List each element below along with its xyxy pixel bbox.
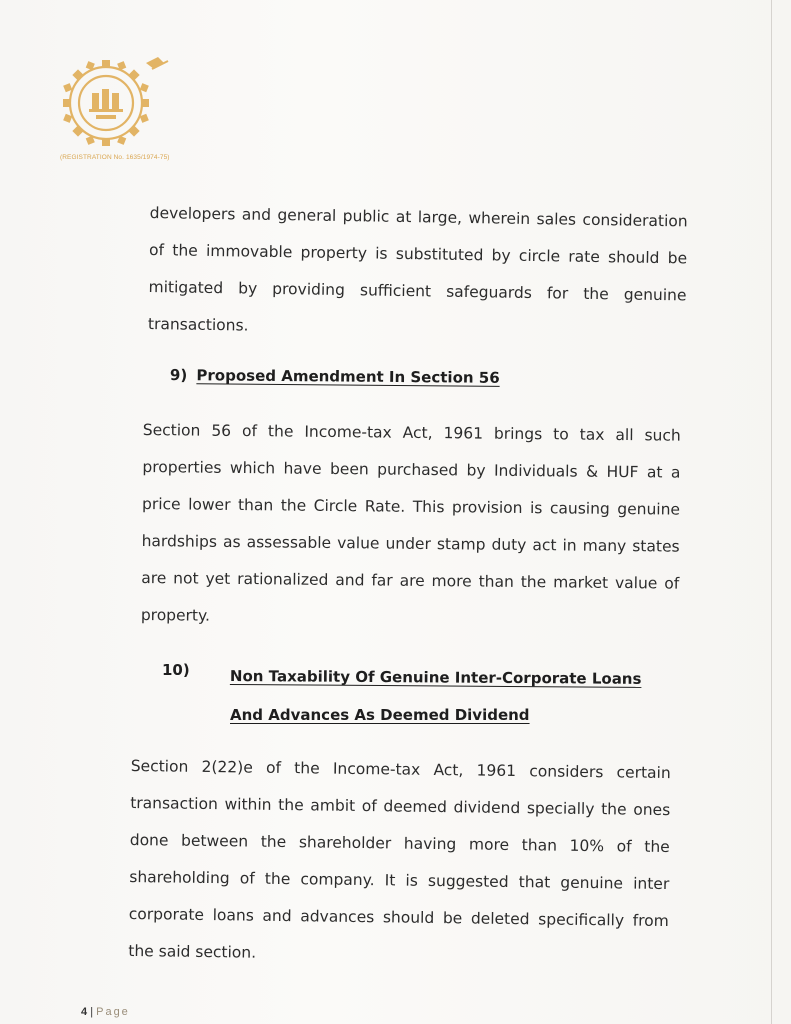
section-9-body: Section 56 of the Income-tax Act, 1961 brings to tax all such properties which have been purchased by Individuals & HUF at a price lower than the Circle Rate. This provision is causing genuine hardships as assessable value under stamp duty act in many states are not yet rationalized and far are more than the market value of property. [140,420,681,625]
page-number: 4 [81,1006,88,1018]
registration-number: (REGISTRATION No. 1635/1974-75) [60,154,170,161]
section-10-number: 10) [162,661,190,679]
page-footer [81,1006,130,1018]
section-9-title: Proposed Amendment In Section 56 [196,366,500,387]
section-10-title-line2: And Advances As Deemed Dividend [230,706,530,724]
page-label: Page [96,1006,130,1018]
chamber-logo [60,55,172,155]
footer-separator: | [90,1006,94,1018]
paragraph-continuation: developers and general public at large, wherein sales consideration of the immovable property is substituted by circle rate should be mitigated by providing sufficient safeguards for the genuine transactions. [147,203,688,335]
page-edge-line [771,0,772,1024]
section-10-title-line1: Non Taxability Of Genuine Inter-Corporate Loans [229,667,642,688]
section-9-number: 9) [169,366,188,385]
section-9-heading [170,366,500,387]
section-10-body: Section 2(22)e of the Income-tax Act, 1961 considers certain transaction within the ambit of deemed dividend specially the ones done between the shareholder having more than 10% of the shareholding of the company. It is suggested that genuine inter corporate loans and advances should be deleted specifically from the said section. [128,756,671,962]
